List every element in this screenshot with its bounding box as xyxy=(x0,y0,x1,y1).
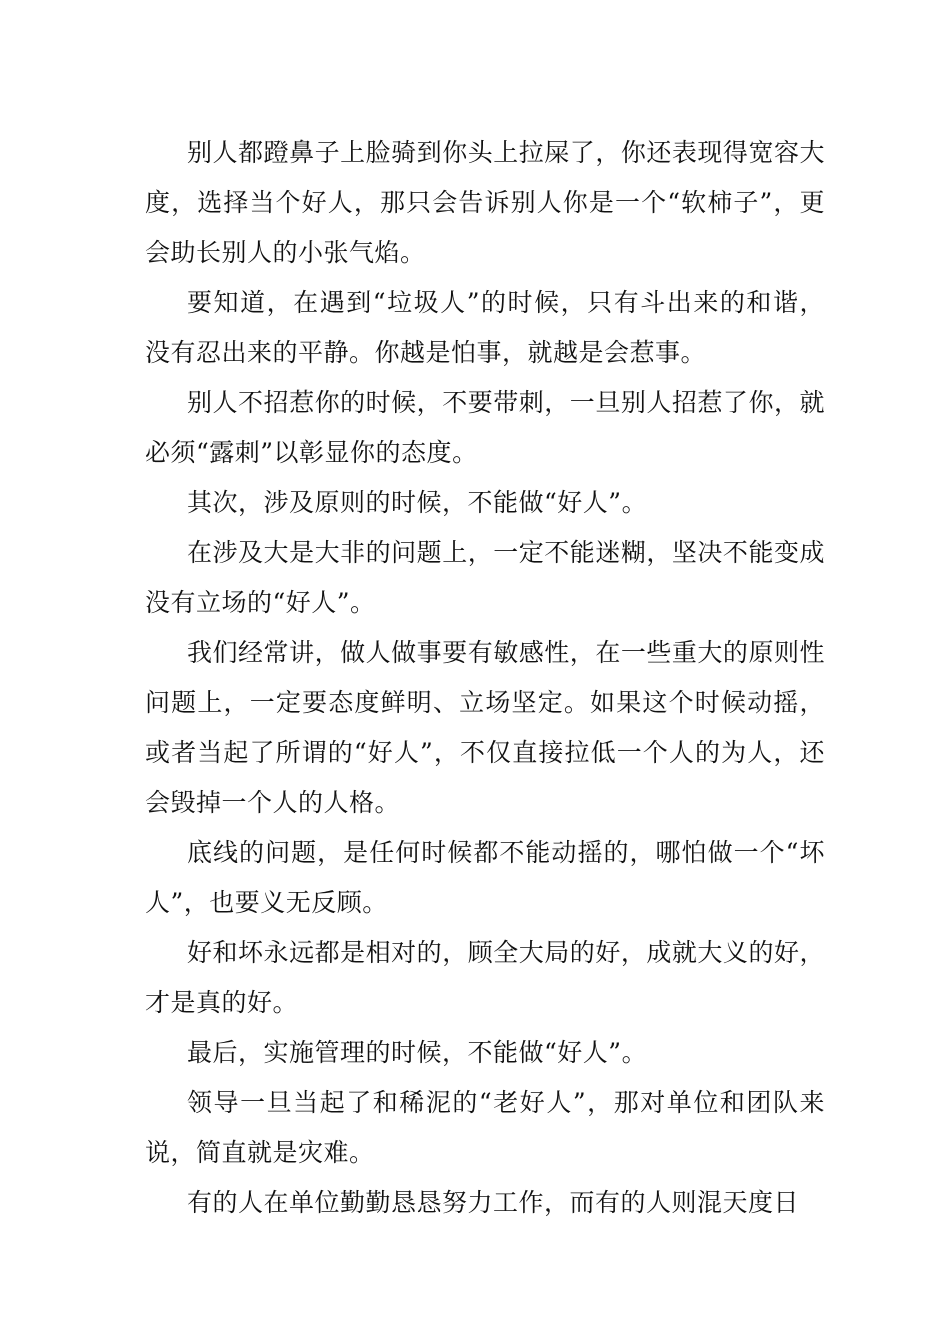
paragraph-7: 底线的问题，是任何时候都不能动摇的，哪怕做一个“坏人”，也要义无反顾。 xyxy=(145,838,825,917)
paragraph-9: 最后，实施管理的时候，不能做“好人”。 xyxy=(187,1038,648,1067)
paragraph-8: 好和坏永远都是相对的，顾全大局的好，成就大义的好，才是真的好。 xyxy=(145,938,825,1017)
paragraph-11: 有的人在单位勤勤恳恳努力工作，而有的人则混天度日 xyxy=(187,1188,800,1217)
paragraph-6: 我们经常讲，做人做事要有敏感性，在一些重大的原则性问题上，一定要态度鲜明、立场坚定。如果这个时候动摇，或者当起了所谓的“好人”，不仅直接拉低一个人的为人，还会毁掉一个人的人格。 xyxy=(145,638,825,817)
paragraph-5: 在涉及大是大非的问题上，一定不能迷糊，坚决不能变成没有立场的“好人”。 xyxy=(145,538,825,617)
paragraph-1: 别人都蹬鼻子上脸骑到你头上拉屎了，你还表现得宽容大度，选择当个好人，那只会告诉别人你是一个“软柿子”，更会助长别人的小张气焰。 xyxy=(145,138,825,267)
document-body xyxy=(145,128,825,1228)
paragraph-2: 要知道，在遇到“垃圾人”的时候，只有斗出来的和谐，没有忍出来的平静。你越是怕事，就越是会惹事。 xyxy=(145,288,825,367)
paragraph-3: 别人不招惹你的时候，不要带刺，一旦别人招惹了你，就必须“露刺”以彰显你的态度。 xyxy=(145,388,825,467)
paragraph-10: 领导一旦当起了和稀泥的“老好人”，那对单位和团队来说，简直就是灾难。 xyxy=(145,1088,825,1167)
paragraph-4: 其次，涉及原则的时候，不能做“好人”。 xyxy=(187,488,648,517)
